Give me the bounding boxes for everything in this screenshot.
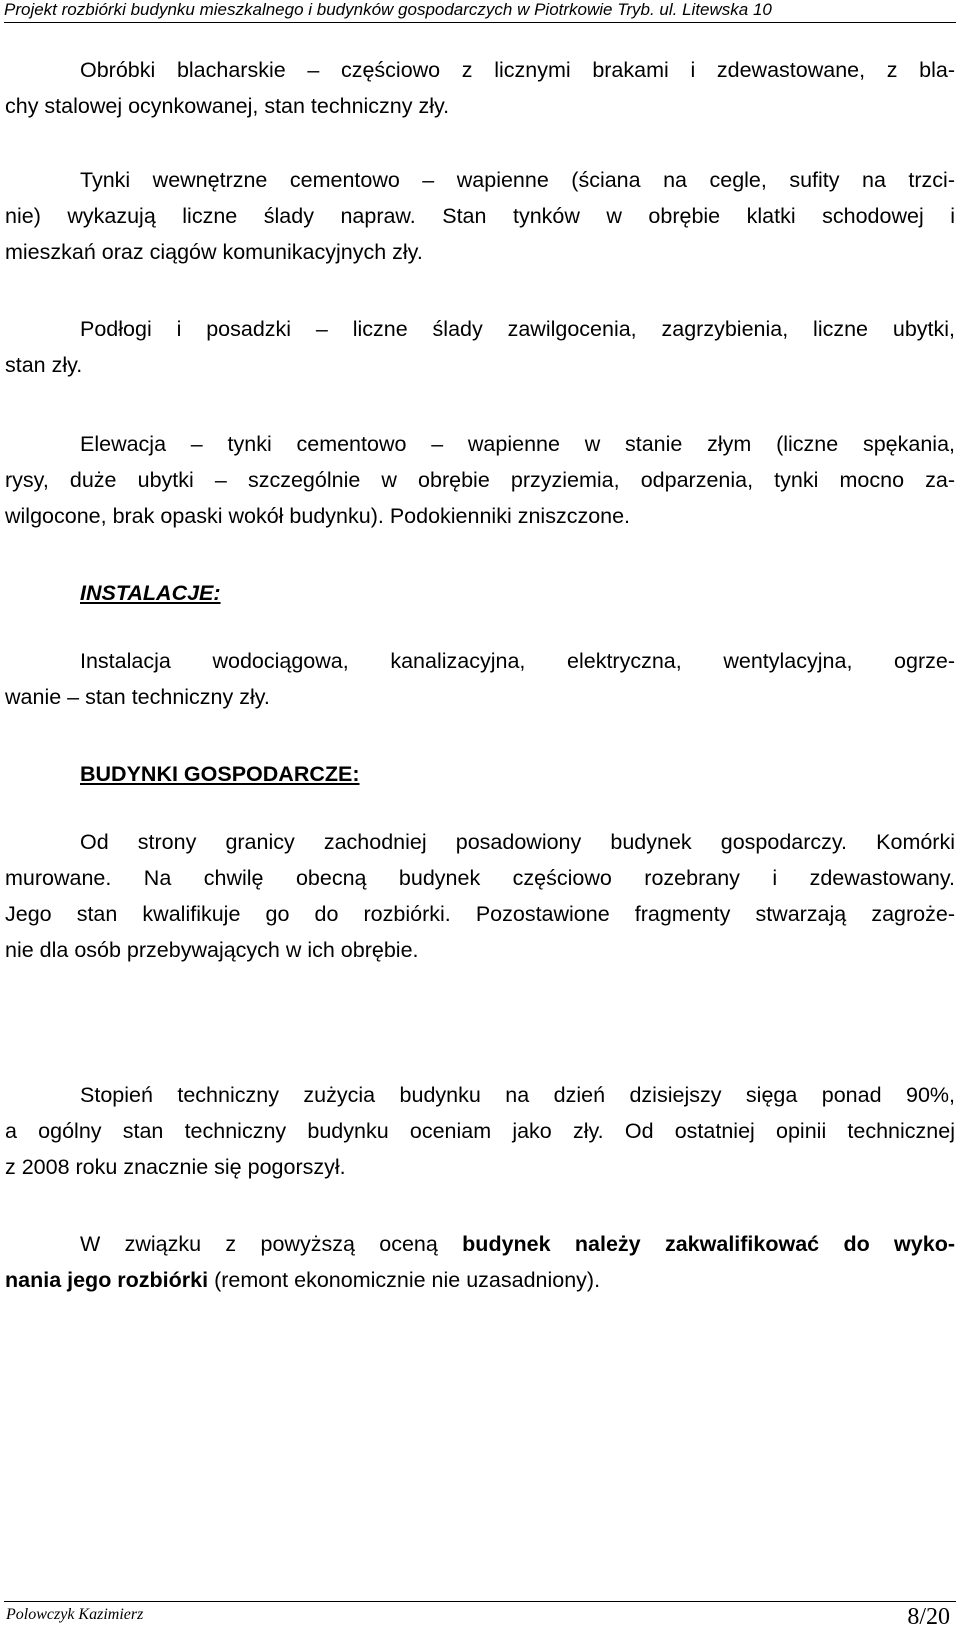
heading-farm-buildings: BUDYNKI GOSPODARCZE: [80,762,360,786]
text-line: nie dla osób przebywających w ich obrębie. [5,938,419,962]
text-line: wilgocone, brak opaski wokół budynku). Podokienniki zniszczone. [5,504,631,528]
text-line: Stopień techniczny zużycia budynku na dzień dzisiejszy sięga ponad 90%, [80,1083,955,1107]
page-header: Projekt rozbiórki budynku mieszkalnego i budynków gospodarczych w Piotrkowie Tryb. ul. Litewska 10 [4,0,956,23]
conclusion-emphasis: nania jego rozbiórki [5,1268,209,1292]
text-line: wanie – stan techniczny zły. [5,685,270,709]
conclusion-text: W związku z powyższą oceną [80,1232,463,1256]
paragraph-sheet-metal [5,52,955,124]
conclusion-text: (remont ekonomicznie nie uzasadniony). [208,1268,601,1292]
text-line: stan zły. [5,353,83,377]
heading-installations: INSTALACJE: [80,581,221,605]
text-line: a ogólny stan techniczny budynku oceniam jako zły. Od ostatniej opinii technicznej [5,1119,955,1143]
conclusion-emphasis: budynek należy zakwalifikować do wyko- [462,1232,955,1256]
paragraph-wear-assessment [5,1077,955,1185]
paragraph-floors [5,311,955,383]
text-line: Od strony granicy zachodniej posadowiony budynek gospodarczy. Komórki [80,830,955,854]
text-line: murowane. Na chwilę obecną budynek częściowo rozebrany i zdewastowany. [5,866,955,890]
text-line [5,1262,955,1298]
text-line: Instalacja wodociągowa, kanalizacyjna, elektryczna, wentylacyjna, ogrze- [80,649,955,673]
footer-divider [4,1601,956,1602]
text-line [5,1226,955,1262]
text-line: rysy, duże ubytki – szczególnie w obrębie przyziemia, odparzenia, tynki mocno za- [5,468,955,492]
text-line: z 2008 roku znacznie się pogorszył. [5,1155,346,1179]
text-line: Tynki wewnętrzne cementowo – wapienne (ściana na cegle, sufity na trzci- [80,168,955,192]
text-line: mieszkań oraz ciągów komunikacyjnych zły. [5,240,423,264]
paragraph-installations [5,643,955,715]
paragraph-interior-plaster [5,162,955,270]
paragraph-conclusion [5,1226,955,1298]
page-number: 8/20 [907,1604,950,1630]
text-line: Obróbki blacharskie – częściowo z licznymi brakami i zdewastowane, z bla- [80,58,955,82]
paragraph-facade [5,426,955,534]
text-line: chy stalowej ocynkowanej, stan techniczny zły. [5,94,450,118]
text-line: Podłogi i posadzki – liczne ślady zawilgocenia, zagrzybienia, liczne ubytki, [80,317,955,341]
text-line: nie) wykazują liczne ślady napraw. Stan tynków w obrębie klatki schodowej i [5,204,955,228]
text-line: Elewacja – tynki cementowo – wapienne w stanie złym (liczne spękania, [80,432,955,456]
footer-author: Polowczyk Kazimierz [6,1606,144,1623]
paragraph-farm-buildings [5,824,955,968]
text-line: Jego stan kwalifikuje go do rozbiórki. Pozostawione fragmenty stwarzają zagroże- [5,902,955,926]
